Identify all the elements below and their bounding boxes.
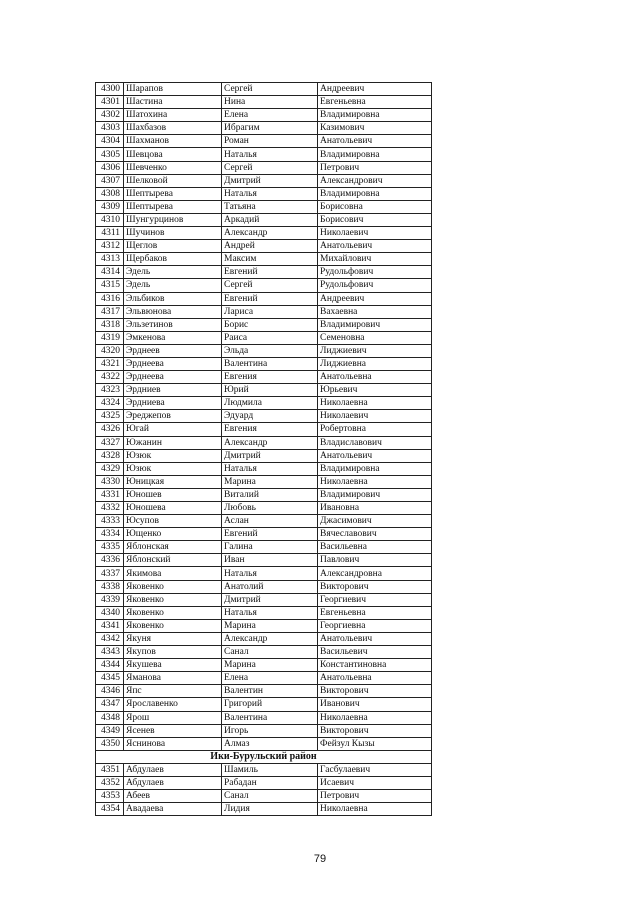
last-name: Шастина (124, 96, 222, 109)
first-name: Наталья (222, 606, 318, 619)
first-name: Иван (222, 554, 318, 567)
patronymic: Анатольевич (318, 449, 432, 462)
table-row (96, 646, 432, 659)
last-name: Юзюк (124, 462, 222, 475)
row-number: 4326 (96, 423, 124, 436)
first-name: Александр (222, 632, 318, 645)
table-row (96, 619, 432, 632)
last-name: Эреджепов (124, 410, 222, 423)
last-name: Юницкая (124, 475, 222, 488)
row-number: 4315 (96, 279, 124, 292)
first-name: Валентина (222, 711, 318, 724)
row-number: 4309 (96, 200, 124, 213)
row-number: 4312 (96, 240, 124, 253)
table-row (96, 227, 432, 240)
row-number: 4325 (96, 410, 124, 423)
row-number: 4338 (96, 580, 124, 593)
last-name: Эрднеев (124, 344, 222, 357)
first-name: Сергей (222, 83, 318, 96)
first-name: Татьяна (222, 200, 318, 213)
table-row (96, 698, 432, 711)
patronymic: Николаевна (318, 711, 432, 724)
last-name: Якушева (124, 659, 222, 672)
patronymic: Вахаевна (318, 305, 432, 318)
first-name: Лидия (222, 803, 318, 816)
first-name: Наталья (222, 462, 318, 475)
row-number: 4303 (96, 122, 124, 135)
table-row (96, 213, 432, 226)
table-row (96, 528, 432, 541)
table-row (96, 541, 432, 554)
patronymic: Анатольевна (318, 371, 432, 384)
table-row (96, 580, 432, 593)
first-name: Евгений (222, 266, 318, 279)
first-name: Галина (222, 541, 318, 554)
table-row (96, 109, 432, 122)
patronymic: Владиславович (318, 436, 432, 449)
last-name: Якуня (124, 632, 222, 645)
table-row (96, 96, 432, 109)
first-name: Эльда (222, 344, 318, 357)
last-name: Эмкенова (124, 331, 222, 344)
patronymic: Александрович (318, 174, 432, 187)
patronymic: Иванович (318, 698, 432, 711)
row-number: 4318 (96, 318, 124, 331)
patronymic: Викторович (318, 685, 432, 698)
last-name: Эльвюнова (124, 305, 222, 318)
patronymic: Владимировна (318, 187, 432, 200)
row-number: 4327 (96, 436, 124, 449)
table-row (96, 462, 432, 475)
table-row (96, 122, 432, 135)
row-number: 4314 (96, 266, 124, 279)
patronymic: Анатольевна (318, 672, 432, 685)
first-name: Елена (222, 672, 318, 685)
first-name: Дмитрий (222, 593, 318, 606)
row-number: 4329 (96, 462, 124, 475)
patronymic: Васильевич (318, 646, 432, 659)
patronymic: Анатольевич (318, 135, 432, 148)
patronymic: Владимирович (318, 488, 432, 501)
last-name: Якимова (124, 567, 222, 580)
patronymic: Павлович (318, 554, 432, 567)
patronymic: Николаевич (318, 227, 432, 240)
table-row (96, 763, 432, 776)
row-number: 4339 (96, 593, 124, 606)
row-number: 4307 (96, 174, 124, 187)
patronymic: Евгеньевна (318, 606, 432, 619)
row-number: 4308 (96, 187, 124, 200)
table-row (96, 318, 432, 331)
table-row (96, 724, 432, 737)
patronymic: Семеновна (318, 331, 432, 344)
first-name: Дмитрий (222, 449, 318, 462)
first-name: Эдуард (222, 410, 318, 423)
last-name: Абдулаев (124, 776, 222, 789)
patronymic: Георгиевич (318, 593, 432, 606)
row-number: 4337 (96, 567, 124, 580)
first-name: Игорь (222, 724, 318, 737)
patronymic: Анатольевич (318, 240, 432, 253)
last-name: Яснинова (124, 737, 222, 750)
row-number: 4342 (96, 632, 124, 645)
row-number: 4347 (96, 698, 124, 711)
first-name: Роман (222, 135, 318, 148)
table-row (96, 253, 432, 266)
patronymic: Гасбулаевич (318, 763, 432, 776)
patronymic: Георгиевна (318, 619, 432, 632)
first-name: Евгения (222, 371, 318, 384)
row-number: 4332 (96, 502, 124, 515)
table-row (96, 685, 432, 698)
last-name: Щербаков (124, 253, 222, 266)
last-name: Шучинов (124, 227, 222, 240)
last-name: Яманова (124, 672, 222, 685)
first-name: Виталий (222, 488, 318, 501)
patronymic: Владимирович (318, 318, 432, 331)
last-name: Эрдниева (124, 397, 222, 410)
row-number: 4340 (96, 606, 124, 619)
table-row (96, 790, 432, 803)
row-number: 4321 (96, 357, 124, 370)
table-row (96, 515, 432, 528)
first-name: Валентин (222, 685, 318, 698)
last-name: Шахбазов (124, 122, 222, 135)
table-row (96, 776, 432, 789)
last-name: Эдель (124, 279, 222, 292)
last-name: Авадаева (124, 803, 222, 816)
row-number: 4300 (96, 83, 124, 96)
row-number: 4301 (96, 96, 124, 109)
first-name: Евгения (222, 423, 318, 436)
page-number: 79 (313, 853, 327, 865)
row-number: 4350 (96, 737, 124, 750)
row-number: 4348 (96, 711, 124, 724)
patronymic: Вячеславович (318, 528, 432, 541)
last-name: Шунгурцинов (124, 213, 222, 226)
last-name: Югай (124, 423, 222, 436)
table-row (96, 174, 432, 187)
patronymic: Владимировна (318, 148, 432, 161)
last-name: Юсупов (124, 515, 222, 528)
last-name: Абеев (124, 790, 222, 803)
row-number: 4349 (96, 724, 124, 737)
first-name: Марина (222, 475, 318, 488)
table-row (96, 331, 432, 344)
last-name: Ясенев (124, 724, 222, 737)
patronymic: Юрьевич (318, 384, 432, 397)
patronymic: Николаевна (318, 803, 432, 816)
table-row (96, 292, 432, 305)
last-name: Шарапов (124, 83, 222, 96)
first-name: Елена (222, 109, 318, 122)
patronymic: Евгеньевна (318, 96, 432, 109)
last-name: Ярош (124, 711, 222, 724)
last-name: Шептырева (124, 200, 222, 213)
first-name: Максим (222, 253, 318, 266)
patronymic: Александровна (318, 567, 432, 580)
patronymic: Петрович (318, 790, 432, 803)
table-row (96, 187, 432, 200)
table-row (96, 344, 432, 357)
last-name: Юзюк (124, 449, 222, 462)
patronymic: Рудольфович (318, 266, 432, 279)
patronymic: Андреевич (318, 292, 432, 305)
patronymic: Борисович (318, 213, 432, 226)
last-name: Шатохина (124, 109, 222, 122)
first-name: Сергей (222, 279, 318, 292)
patronymic: Николаевна (318, 475, 432, 488)
first-name: Марина (222, 659, 318, 672)
table-row (96, 305, 432, 318)
table-row (96, 475, 432, 488)
patronymic: Васильевна (318, 541, 432, 554)
row-number: 4322 (96, 371, 124, 384)
row-number: 4311 (96, 227, 124, 240)
row-number: 4317 (96, 305, 124, 318)
first-name: Борис (222, 318, 318, 331)
last-name: Яковенко (124, 619, 222, 632)
first-name: Людмила (222, 397, 318, 410)
table-row (96, 449, 432, 462)
first-name: Ибрагим (222, 122, 318, 135)
table-row (96, 371, 432, 384)
row-number: 4353 (96, 790, 124, 803)
row-number: 4330 (96, 475, 124, 488)
table-row (96, 659, 432, 672)
first-name: Шамиль (222, 763, 318, 776)
first-name: Евгений (222, 292, 318, 305)
first-name: Рабадан (222, 776, 318, 789)
table-row (96, 397, 432, 410)
table-row (96, 672, 432, 685)
row-number: 4305 (96, 148, 124, 161)
first-name: Марина (222, 619, 318, 632)
last-name: Яковенко (124, 593, 222, 606)
table-row (96, 737, 432, 750)
last-name: Япс (124, 685, 222, 698)
last-name: Южанин (124, 436, 222, 449)
first-name: Дмитрий (222, 174, 318, 187)
patronymic: Николаевич (318, 410, 432, 423)
table-row (96, 148, 432, 161)
first-name: Григорий (222, 698, 318, 711)
first-name: Любовь (222, 502, 318, 515)
last-name: Эдель (124, 266, 222, 279)
table-row (96, 279, 432, 292)
patronymic: Джасимович (318, 515, 432, 528)
last-name: Ярославенко (124, 698, 222, 711)
last-name: Шевцова (124, 148, 222, 161)
row-number: 4344 (96, 659, 124, 672)
last-name: Шахманов (124, 135, 222, 148)
row-number: 4323 (96, 384, 124, 397)
patronymic: Ивановна (318, 502, 432, 515)
row-number: 4331 (96, 488, 124, 501)
row-number: 4328 (96, 449, 124, 462)
table-row (96, 803, 432, 816)
first-name: Александр (222, 227, 318, 240)
table-row (96, 240, 432, 253)
last-name: Эрднеева (124, 357, 222, 370)
register-table-container (95, 82, 431, 816)
first-name: Санал (222, 790, 318, 803)
row-number: 4334 (96, 528, 124, 541)
row-number: 4336 (96, 554, 124, 567)
row-number: 4351 (96, 763, 124, 776)
first-name: Наталья (222, 148, 318, 161)
last-name: Ющенко (124, 528, 222, 541)
first-name: Лариса (222, 305, 318, 318)
section-heading-group (96, 750, 432, 763)
table-row (96, 384, 432, 397)
first-name: Наталья (222, 567, 318, 580)
table-row (96, 410, 432, 423)
table-row (96, 436, 432, 449)
last-name: Абдулаев (124, 763, 222, 776)
last-name: Яблонский (124, 554, 222, 567)
patronymic: Казимович (318, 122, 432, 135)
patronymic: Исаевич (318, 776, 432, 789)
row-number: 4324 (96, 397, 124, 410)
patronymic: Викторович (318, 580, 432, 593)
row-number: 4352 (96, 776, 124, 789)
table-row (96, 711, 432, 724)
patronymic: Лиджиевна (318, 357, 432, 370)
table-row (96, 632, 432, 645)
first-name: Юрий (222, 384, 318, 397)
last-name: Яковенко (124, 580, 222, 593)
first-name: Санал (222, 646, 318, 659)
patronymic: Петрович (318, 161, 432, 174)
first-name: Наталья (222, 187, 318, 200)
last-name: Якупов (124, 646, 222, 659)
first-name: Анатолий (222, 580, 318, 593)
row-number: 4343 (96, 646, 124, 659)
table-row (96, 502, 432, 515)
table-row (96, 161, 432, 174)
table-row (96, 488, 432, 501)
table-row (96, 200, 432, 213)
last-name: Шептырева (124, 187, 222, 200)
last-name: Яковенко (124, 606, 222, 619)
row-number: 4345 (96, 672, 124, 685)
last-name: Эльзетинов (124, 318, 222, 331)
patronymic: Владимировна (318, 109, 432, 122)
patronymic: Борисовна (318, 200, 432, 213)
row-number: 4319 (96, 331, 124, 344)
last-name: Шелковой (124, 174, 222, 187)
last-name: Щеглов (124, 240, 222, 253)
patronymic: Владимировна (318, 462, 432, 475)
table-row (96, 83, 432, 96)
row-number: 4341 (96, 619, 124, 632)
row-number: 4304 (96, 135, 124, 148)
section-heading-row (96, 750, 432, 763)
first-name: Раиса (222, 331, 318, 344)
last-name: Шевченко (124, 161, 222, 174)
row-number: 4354 (96, 803, 124, 816)
row-number: 4335 (96, 541, 124, 554)
patronymic: Робертовна (318, 423, 432, 436)
table-row (96, 423, 432, 436)
row-number: 4316 (96, 292, 124, 305)
row-number: 4346 (96, 685, 124, 698)
last-name: Эрднеева (124, 371, 222, 384)
first-name: Аслан (222, 515, 318, 528)
patronymic: Рудольфович (318, 279, 432, 292)
patronymic: Михайлович (318, 253, 432, 266)
register-rows-district (96, 763, 432, 815)
last-name: Юношева (124, 502, 222, 515)
row-number: 4310 (96, 213, 124, 226)
register-table (95, 82, 432, 816)
first-name: Андрей (222, 240, 318, 253)
patronymic: Фейзул Кызы (318, 737, 432, 750)
patronymic: Викторович (318, 724, 432, 737)
table-row (96, 357, 432, 370)
patronymic: Андреевич (318, 83, 432, 96)
first-name: Нина (222, 96, 318, 109)
row-number: 4313 (96, 253, 124, 266)
row-number: 4302 (96, 109, 124, 122)
table-row (96, 606, 432, 619)
first-name: Алмаз (222, 737, 318, 750)
row-number: 4320 (96, 344, 124, 357)
table-row (96, 567, 432, 580)
patronymic: Лиджиевич (318, 344, 432, 357)
row-number: 4333 (96, 515, 124, 528)
patronymic: Анатольевич (318, 632, 432, 645)
section-heading: Ики-Бурульский район (96, 750, 432, 763)
last-name: Эрдниев (124, 384, 222, 397)
last-name: Эльбиков (124, 292, 222, 305)
first-name: Аркадий (222, 213, 318, 226)
first-name: Александр (222, 436, 318, 449)
last-name: Яблонская (124, 541, 222, 554)
first-name: Евгений (222, 528, 318, 541)
table-row (96, 135, 432, 148)
register-rows (96, 83, 432, 751)
table-row (96, 554, 432, 567)
patronymic: Николаевна (318, 397, 432, 410)
first-name: Сергей (222, 161, 318, 174)
patronymic: Константиновна (318, 659, 432, 672)
table-row (96, 593, 432, 606)
last-name: Юношев (124, 488, 222, 501)
first-name: Валентина (222, 357, 318, 370)
row-number: 4306 (96, 161, 124, 174)
table-row (96, 266, 432, 279)
